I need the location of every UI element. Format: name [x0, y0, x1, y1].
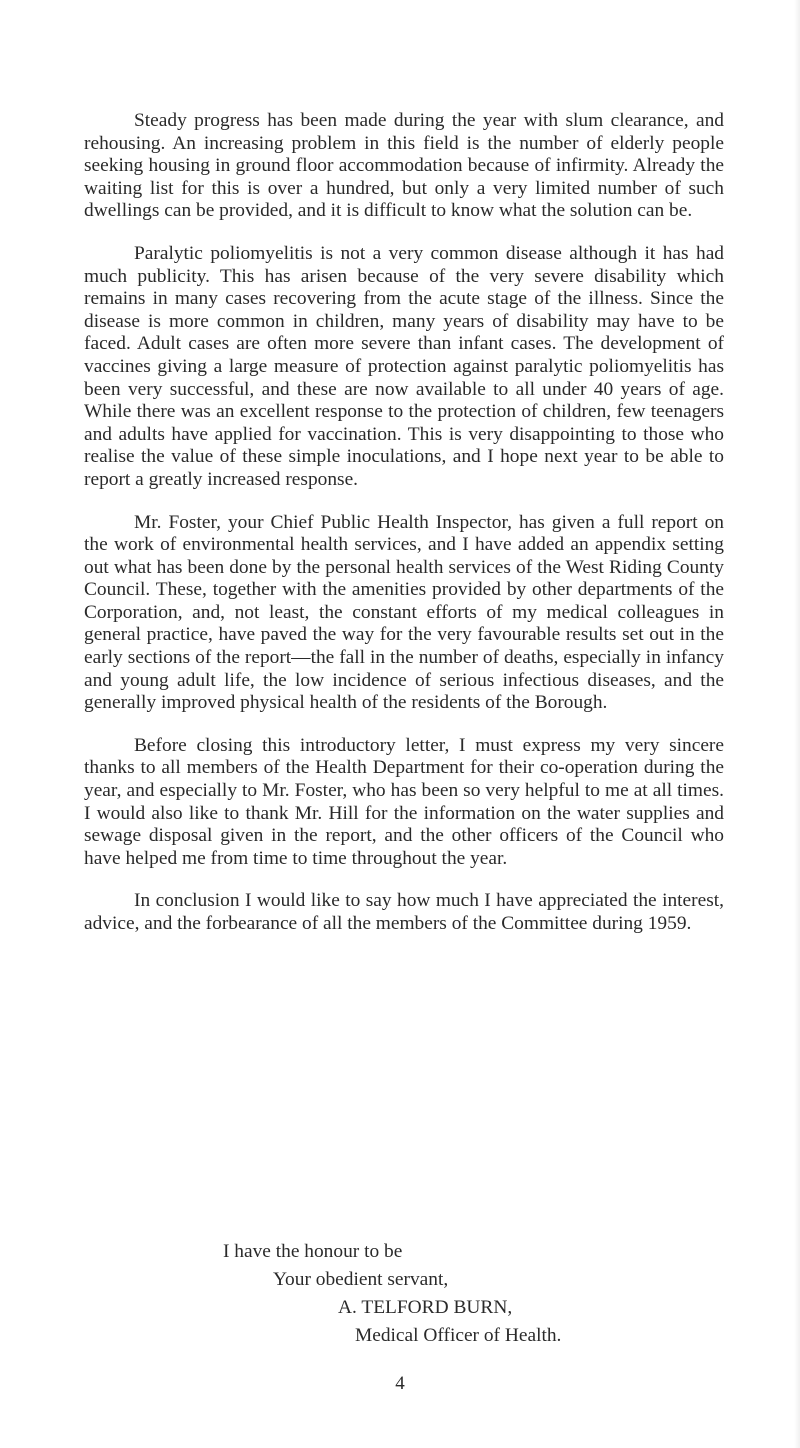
paragraph-health-services: Mr. Foster, your Chief Public Health Inspector, has given a full report on the work of environmental health services, and I have added an appendix setting out what has been done by the personal health services of the West Riding County Council. These, together with the amenities provided by other departments of the Corporation, and, not least, the constant efforts of my medical colleagues in general practice, have paved the way for the very favourable results set out in the early sections of the report—the fall in the number of deaths, especially in infancy and young adult life, the low incidence of serious infectious diseases, and the generally improved physical health of the residents of the Borough.: [84, 511, 724, 714]
signatory-name: A. TELFORD BURN,: [338, 1297, 513, 1318]
paragraph-slum-clearance: Steady progress has been made during the year with slum clearance, and rehousing. An increasing problem in this field is the number of elderly people seeking housing in ground floor accommodation because of infirmity. Already the waiting list for this is over a hundred, but only a very limited number of such dwellings can be provided, and it is difficult to know what the solution can be.: [84, 110, 724, 222]
paragraph-conclusion: In conclusion I would like to say how much I have appreciated the interest, advice, and the forbearance of all the members of the Committee during 1959.: [84, 890, 724, 934]
letter-body: [84, 110, 724, 936]
paragraph-poliomyelitis: Paralytic poliomyelitis is not a very common disease although it has had much publicity. This has arisen because of the very severe disability which remains in many cases recovering from the acute stage of the illness. Since the disease is more common in children, many years of disability may have to be faced. Adult cases are often more severe than infant cases. The development of vaccines giving a large measure of protection against paralytic poliomyelitis has been very successful, and these are now available to all under 40 years of age. While there was an excellent response to the protection of children, few teenagers and adults have applied for vaccination. This is very disappointing to those who realise the value of these simple inoculations, and I hope next year to be able to report a greatly increased response.: [84, 242, 724, 490]
paragraph-thanks: Before closing this introductory letter, I must express my very sincere thanks to all members of the Health Department for their co-operation during the year, and especially to Mr. Foster, who has been so very helpful to me at all times. I would also like to thank Mr. Hill for the information on the water supplies and sewage disposal given in the report, and the other officers of the Council who have helped me from time to time throughout the year.: [84, 734, 724, 869]
servant-line: Your obedient servant,: [273, 1269, 449, 1290]
page-number: 4: [395, 1373, 405, 1394]
scan-edge-shadow: [794, 0, 800, 1448]
signatory-title: Medical Officer of Health.: [355, 1325, 562, 1346]
honour-line: I have the honour to be: [223, 1241, 403, 1262]
